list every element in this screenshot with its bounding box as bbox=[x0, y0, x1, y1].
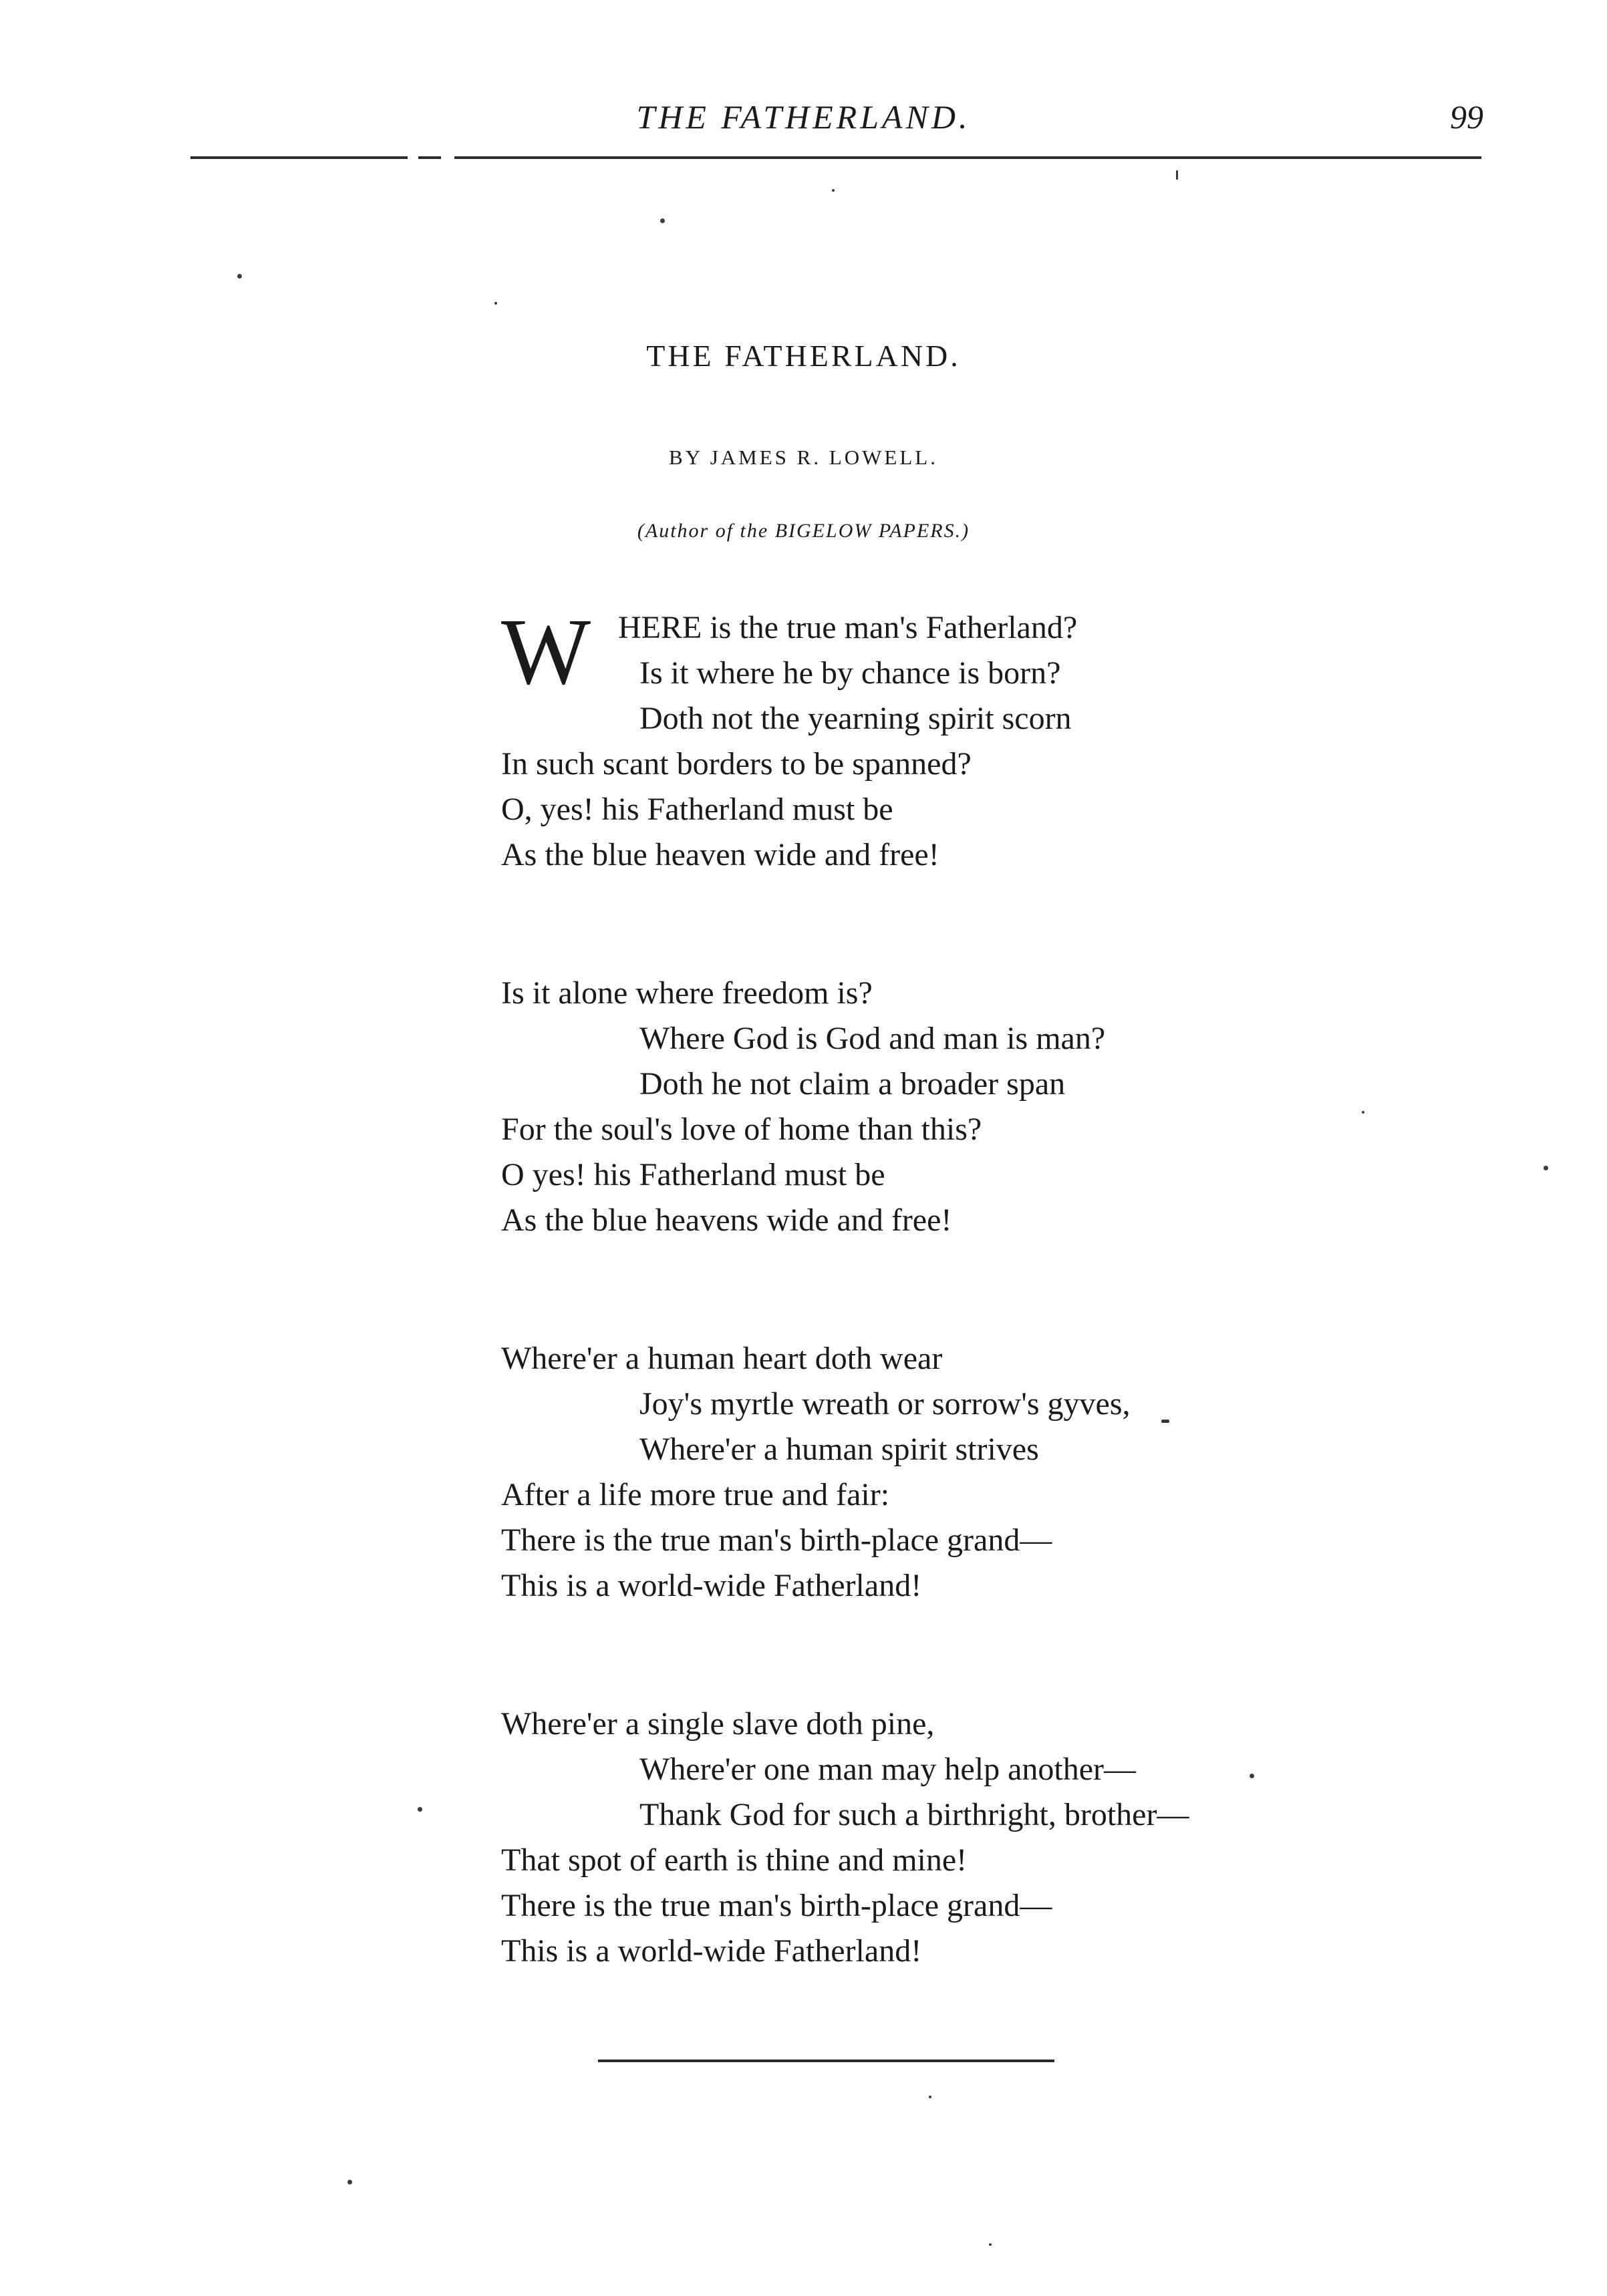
poem-line: For the soul's love of home than this? bbox=[501, 1112, 982, 1147]
poem-line: There is the true man's birth-place grand— bbox=[501, 1522, 1052, 1558]
stanza-3 bbox=[501, 1336, 1503, 1609]
poem-line: As the blue heavens wide and free! bbox=[501, 1202, 952, 1238]
header-rule-gap bbox=[408, 154, 418, 161]
poem-body bbox=[501, 599, 1503, 2067]
poem-line: HERE is the true man's Fatherland? bbox=[618, 610, 1078, 645]
print-speck bbox=[832, 189, 835, 192]
poem-title: THE FATHERLAND. bbox=[646, 339, 961, 373]
poem-line: After a life more true and fair: bbox=[501, 1477, 890, 1512]
poem-line: Thank God for such a birthright, brother— bbox=[639, 1797, 1189, 1832]
end-rule bbox=[598, 2060, 1054, 2062]
poem-line: This is a world-wide Fatherland! bbox=[501, 1933, 922, 1969]
print-speck bbox=[660, 218, 665, 223]
byline: BY JAMES R. LOWELL. bbox=[669, 446, 938, 469]
poem-line: Joy's myrtle wreath or sorrow's gyves, bbox=[639, 1386, 1131, 1422]
poem-line: Doth not the yearning spirit scorn bbox=[639, 701, 1072, 736]
poem-line: Is it where he by chance is born? bbox=[639, 655, 1061, 691]
page-number: 99 bbox=[1450, 98, 1483, 136]
drop-cap: W bbox=[501, 599, 591, 704]
running-title: THE FATHERLAND. bbox=[636, 98, 971, 136]
poem-line: Where'er a single slave doth pine, bbox=[501, 1706, 935, 1742]
print-speck bbox=[494, 302, 497, 305]
poem-line: That spot of earth is thine and mine! bbox=[501, 1842, 968, 1878]
print-speck bbox=[989, 2243, 992, 2246]
poem-line: O, yes! his Fatherland must be bbox=[501, 792, 893, 827]
poem-line: O yes! his Fatherland must be bbox=[501, 1157, 885, 1192]
poem-line: This is a world-wide Fatherland! bbox=[501, 1568, 922, 1603]
stanza-2 bbox=[501, 971, 1503, 1243]
stanza-4 bbox=[501, 1701, 1503, 1974]
poem-line: Where God is God and man is man? bbox=[639, 1021, 1106, 1056]
print-speck bbox=[929, 2096, 931, 2098]
running-head bbox=[0, 94, 1607, 140]
poem-line: In such scant borders to be spanned? bbox=[501, 746, 972, 782]
poem-line: Doth he not claim a broader span bbox=[639, 1066, 1066, 1102]
poem-line: Is it alone where freedom is? bbox=[501, 975, 873, 1011]
poem-line: Where'er one man may help another— bbox=[639, 1752, 1136, 1787]
print-speck bbox=[347, 2180, 352, 2184]
stanza-1 bbox=[501, 599, 1503, 878]
print-speck bbox=[237, 274, 242, 279]
print-speck bbox=[1176, 170, 1178, 180]
print-speck bbox=[1544, 1166, 1548, 1170]
poem-line: There is the true man's birth-place grand— bbox=[501, 1888, 1052, 1923]
author-note: (Author of the BIGELOW PAPERS.) bbox=[637, 520, 970, 542]
poem-line: Where'er a human heart doth wear bbox=[501, 1341, 943, 1376]
header-rule bbox=[190, 156, 1481, 159]
poem-line: Where'er a human spirit strives bbox=[639, 1432, 1039, 1467]
poem-line: As the blue heaven wide and free! bbox=[501, 837, 939, 872]
header-rule-gap bbox=[441, 154, 454, 161]
print-speck bbox=[418, 1807, 422, 1812]
